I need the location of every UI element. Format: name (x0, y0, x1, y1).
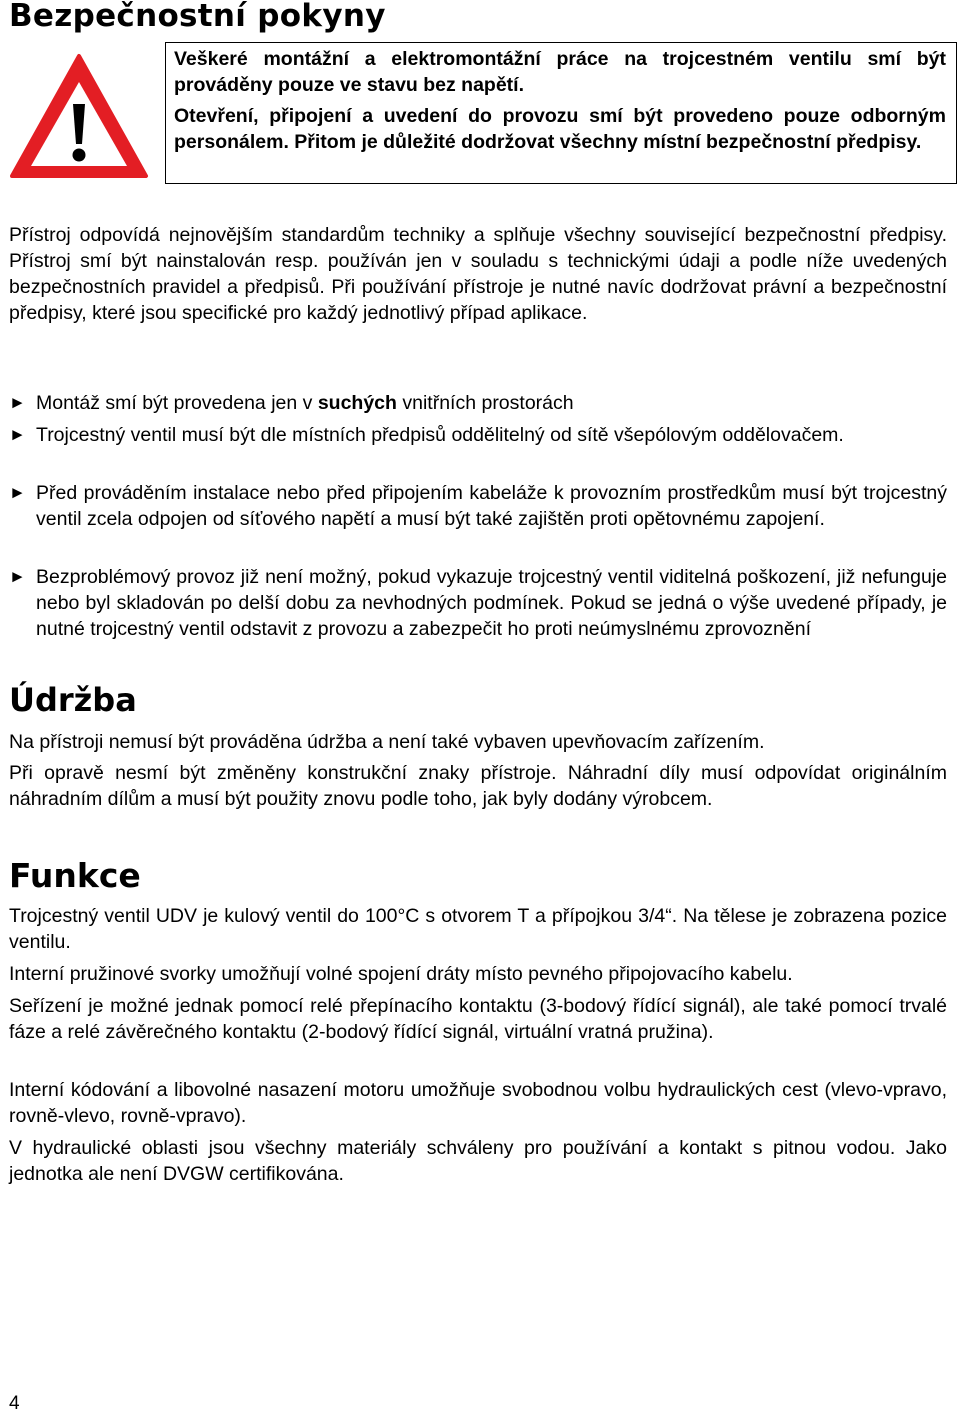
bullet-text: Před prováděním instalace nebo před připojením kabeláže k provozním prostředkům musí být trojcestný ventil zcela odpojen od síťového napětí a musí být také zajištěn proti opětovnému zapojení. (36, 482, 947, 530)
safety-heading: Bezpečnostní pokyny (9, 0, 386, 34)
function-heading: Funkce (9, 856, 141, 895)
bullet-text: Trojcestný ventil musí být dle místních předpisů oddělitelný od sítě všepólovým oddělovačem. (36, 424, 844, 446)
emphasis-dry: suchých (317, 392, 397, 414)
bullet-item-dry-rooms (9, 390, 947, 416)
function-paragraph-3: Seřízení je možné jednak pomocí relé přepínacího kontaktu (3-bodový řídící signál), ale také pomocí trvalé fáze a relé závěrečného kontaktu (2-bodový řídící signál, virtuální vratná pružina). (9, 995, 947, 1043)
bullet-item-disconnector (9, 422, 947, 448)
warning-paragraph-2: Otevření, připojení a uvedení do provozu smí být provedeno pouze odborným personálem. Přitom je důležité dodržovat všechny místní bezpečnostní předpisy. (174, 105, 946, 153)
function-paragraph-2: Interní pružinové svorky umožňují volné spojení dráty místo pevného připojovacího kabelu. (9, 963, 793, 985)
bullet-arrow-icon: ► (9, 483, 26, 502)
maintenance-paragraph-2: Při opravě nesmí být změněny konstrukční znaky přístroje. Náhradní díly musí odpovídat originálním náhradním dílům a musí být použity znovu podle toho, jak byly dodány výrobcem. (9, 762, 947, 810)
warning-text (174, 46, 946, 160)
function-paragraph-1: Trojcestný ventil UDV je kulový ventil do 100°C s otvorem T a přípojkou 3/4“. Na tělese je zobrazena pozice ventilu. (9, 905, 947, 953)
bullet-item-disconnect-before-install (9, 480, 947, 532)
function-paragraph-4: Interní kódování a libovolné nasazení motoru umožňuje svobodnou volbu hydraulických cest (vlevo-vpravo, rovně-vlevo, rovně-vpravo). (9, 1079, 947, 1127)
bullet-text: Montáž smí být provedena jen v suchých vnitřních prostorách (36, 392, 574, 414)
bullet-item-damage (9, 564, 947, 642)
safety-intro-paragraph: Přístroj odpovídá nejnovějším standardům techniky a splňuje všechny související bezpečnostní předpisy. Přístroj smí být nainstalován resp. používán jen v souladu s technickými údaji a podle níže uvedených bezpečnostních pravidel a předpisů. Při používání přístroje je nutné navíc dodržovat právní a bezpečnostní předpisy, které jsou specifické pro každý jednotlivý případ aplikace. (9, 224, 947, 324)
maintenance-paragraph-1: Na přístroji nemusí být prováděna údržba a není také vybaven upevňovacím zařízením. (9, 731, 765, 753)
warning-paragraph-1: Veškeré montážní a elektromontážní práce na trojcestném ventilu smí být prováděny pouze ve stavu bez napětí. (174, 48, 946, 96)
maintenance-heading: Údržba (9, 681, 137, 719)
bullet-arrow-icon: ► (9, 567, 26, 586)
warning-triangle-icon (8, 52, 150, 180)
bullet-text: Bezproblémový provoz již není možný, pokud vykazuje trojcestný ventil viditelná poškození, již nefunguje nebo byl skladován po delší dobu za nevhodných podmínek. Pokud se jedná o výše uvedené případy, je nutné trojcestný ventil odstavit z provozu a zabezpečit ho proti neúmyslnému zprovoznění (36, 566, 947, 640)
page-number: 4 (9, 1393, 20, 1414)
bullet-arrow-icon: ► (9, 425, 26, 444)
bullet-arrow-icon: ► (9, 393, 26, 412)
function-paragraph-5: V hydraulické oblasti jsou všechny materiály schváleny pro používání a kontakt s pitnou vodou. Jako jednotka ale není DVGW certifikována. (9, 1137, 947, 1185)
